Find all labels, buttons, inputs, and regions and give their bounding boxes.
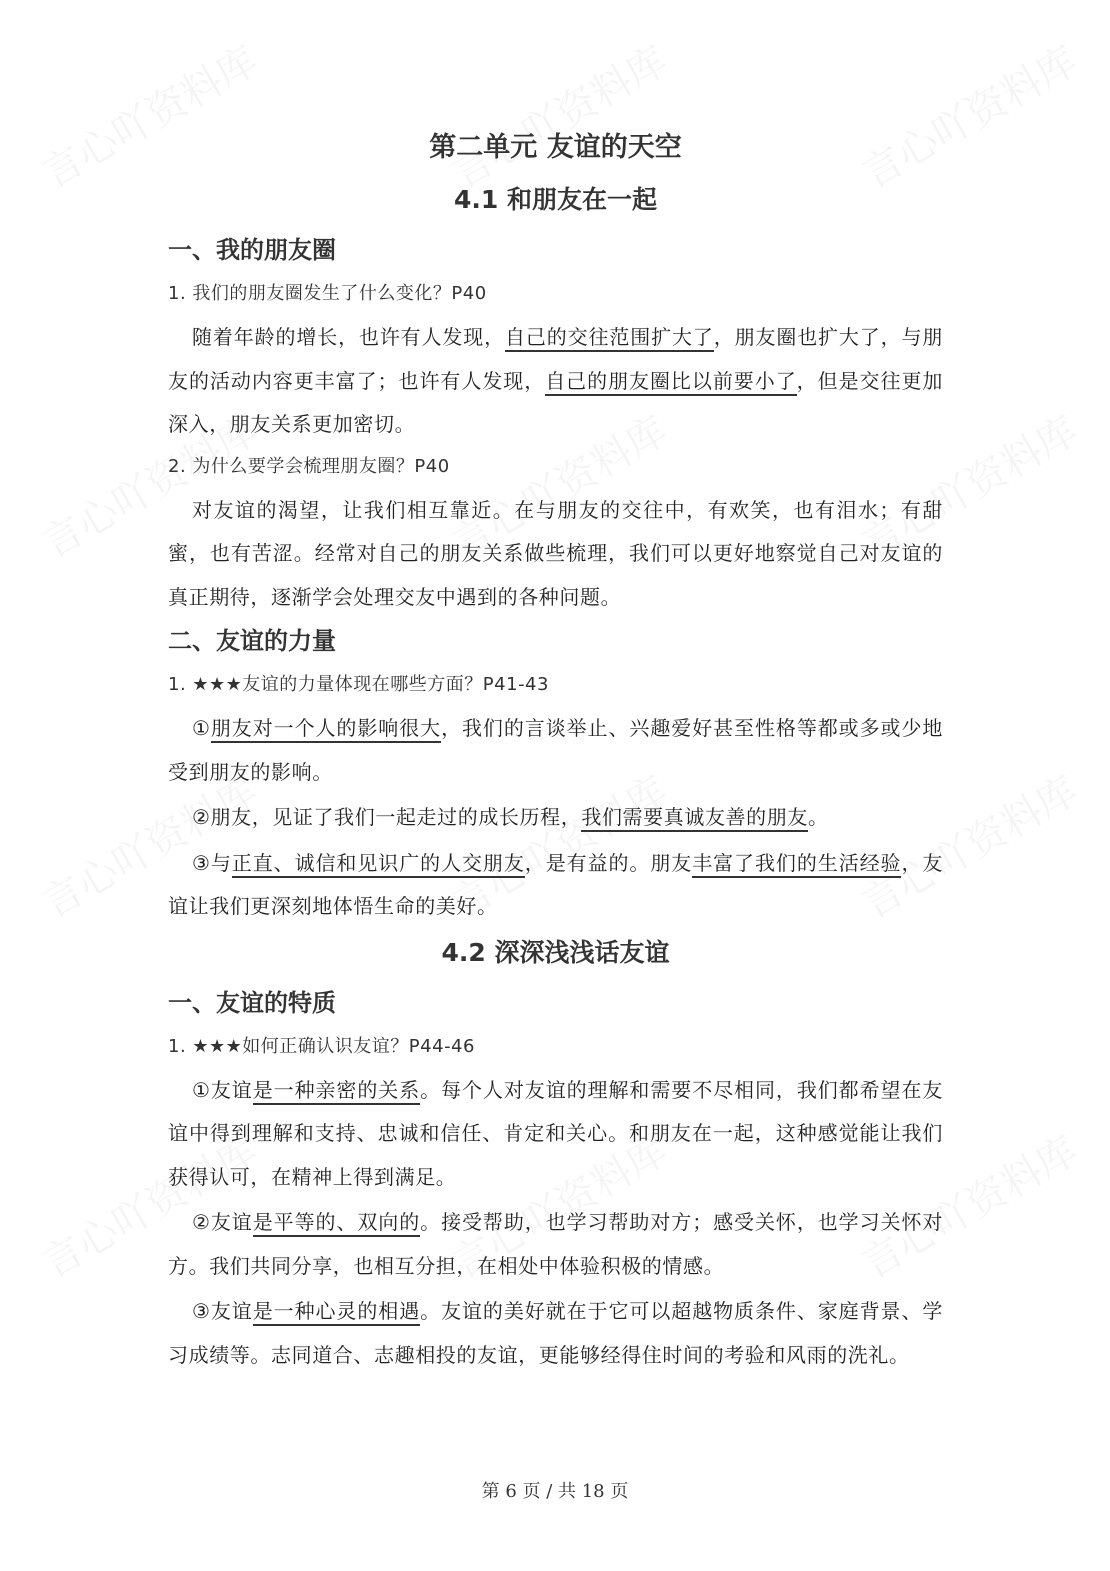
answer-paragraph (168, 1290, 943, 1377)
lesson-title: 4.1 和朋友在一起 (454, 185, 657, 214)
question-heading: 1. ★★★如何正确认识友谊？P44-46 (168, 1035, 475, 1057)
text-span: ②友谊 (192, 1210, 253, 1234)
text-span: ②朋友，见证了我们一起走过的成长历程， (192, 805, 582, 829)
text-span: 。接受帮助，也学习帮助对方；感受关怀，也学习关怀对方。我们共同分享，也相互分担，在相处中体验积极的情感。 (168, 1210, 943, 1278)
key-point: 自己的朋友圈比以前要小了 (545, 369, 796, 396)
document-page (168, 128, 943, 1379)
key-point: 我们需要真诚友善的朋友 (581, 805, 808, 832)
section-heading: 一、我的朋友圈 (168, 236, 336, 264)
text-span: 。 (807, 805, 829, 829)
answer-paragraph (168, 316, 943, 447)
text-span: 。每个人对友谊的理解和需要不尽相同，我们都希望在友谊中得到理解和支持、忠诚和信任、肯定和关心。和朋友在一起，这种感觉能让我们获得认可，在精神上得到满足。 (168, 1077, 943, 1189)
key-point: 正直、诚信和见识广的人交朋友 (232, 851, 525, 878)
question-heading: 1. 我们的朋友圈发生了什么变化？P40 (168, 283, 487, 304)
page-footer: 第 6 页 / 共 18 页 (481, 1481, 629, 1502)
key-point: 朋友对一个人的影响很大 (211, 716, 441, 743)
text-span: ，是有益的。朋友 (524, 850, 693, 875)
answer-paragraph (168, 1069, 943, 1200)
answer-paragraph: 对友谊的渴望，让我们相互靠近。在与朋友的交往中，有欢笑，也有泪水；有甜蜜，也有苦涩。经常对自己的朋友关系做些梳理，我们可以更好地察觉自己对友谊的真正期待，逐渐学会处理交友中遇到的各种问题。 (168, 497, 943, 609)
answer-paragraph (168, 842, 943, 929)
question-heading: 1. ★★★友谊的力量体现在哪些方面？P41-43 (168, 674, 549, 695)
text-span: ，朋友圈也扩大了，与朋友的活动内容更丰富了；也许有人发现， (168, 325, 944, 393)
key-point: 是一种心灵的相遇 (253, 1299, 420, 1326)
answer-paragraph (168, 796, 943, 840)
text-span: ，友谊让我们更深刻地体悟生命的美好。 (168, 850, 944, 918)
text-span: ③友谊 (192, 1299, 253, 1323)
text-span: ①友谊 (192, 1077, 253, 1102)
section-heading: 二、友谊的力量 (168, 627, 336, 655)
answer-paragraph (168, 707, 943, 794)
section-heading: 一、友谊的特质 (168, 988, 336, 1017)
key-point: 是一种亲密的关系 (253, 1078, 420, 1105)
key-point: 丰富了我们的生活经验 (692, 851, 901, 878)
text-span: ① (192, 716, 211, 740)
question-heading: 2. 为什么要学会梳理朋友圈？P40 (168, 455, 450, 477)
text-span: ，我们的言谈举止、兴趣爱好甚至性格等都或多或少地受到朋友的影响。 (168, 716, 943, 784)
key-point: 自己的交往范围扩大了 (505, 325, 714, 352)
key-point: 是平等的、双向的 (253, 1210, 420, 1237)
text-span: ，但是交往更加深入，朋友关系更加密切。 (168, 368, 944, 436)
text-span: ③与 (192, 850, 232, 875)
text-span: 。友谊的美好就在于它可以超越物质条件、家庭背景、学习成绩等。志同道合、志趣相投的友谊，更能够经得住时间的考验和风雨的洗礼。 (168, 1299, 943, 1367)
text-span: 随着年龄的增长，也许有人发现， (192, 325, 506, 349)
unit-title: 第二单元 友谊的天空 (429, 132, 682, 163)
lesson-title: 4.2 深深浅浅话友谊 (441, 937, 670, 967)
answer-paragraph (168, 1201, 943, 1288)
